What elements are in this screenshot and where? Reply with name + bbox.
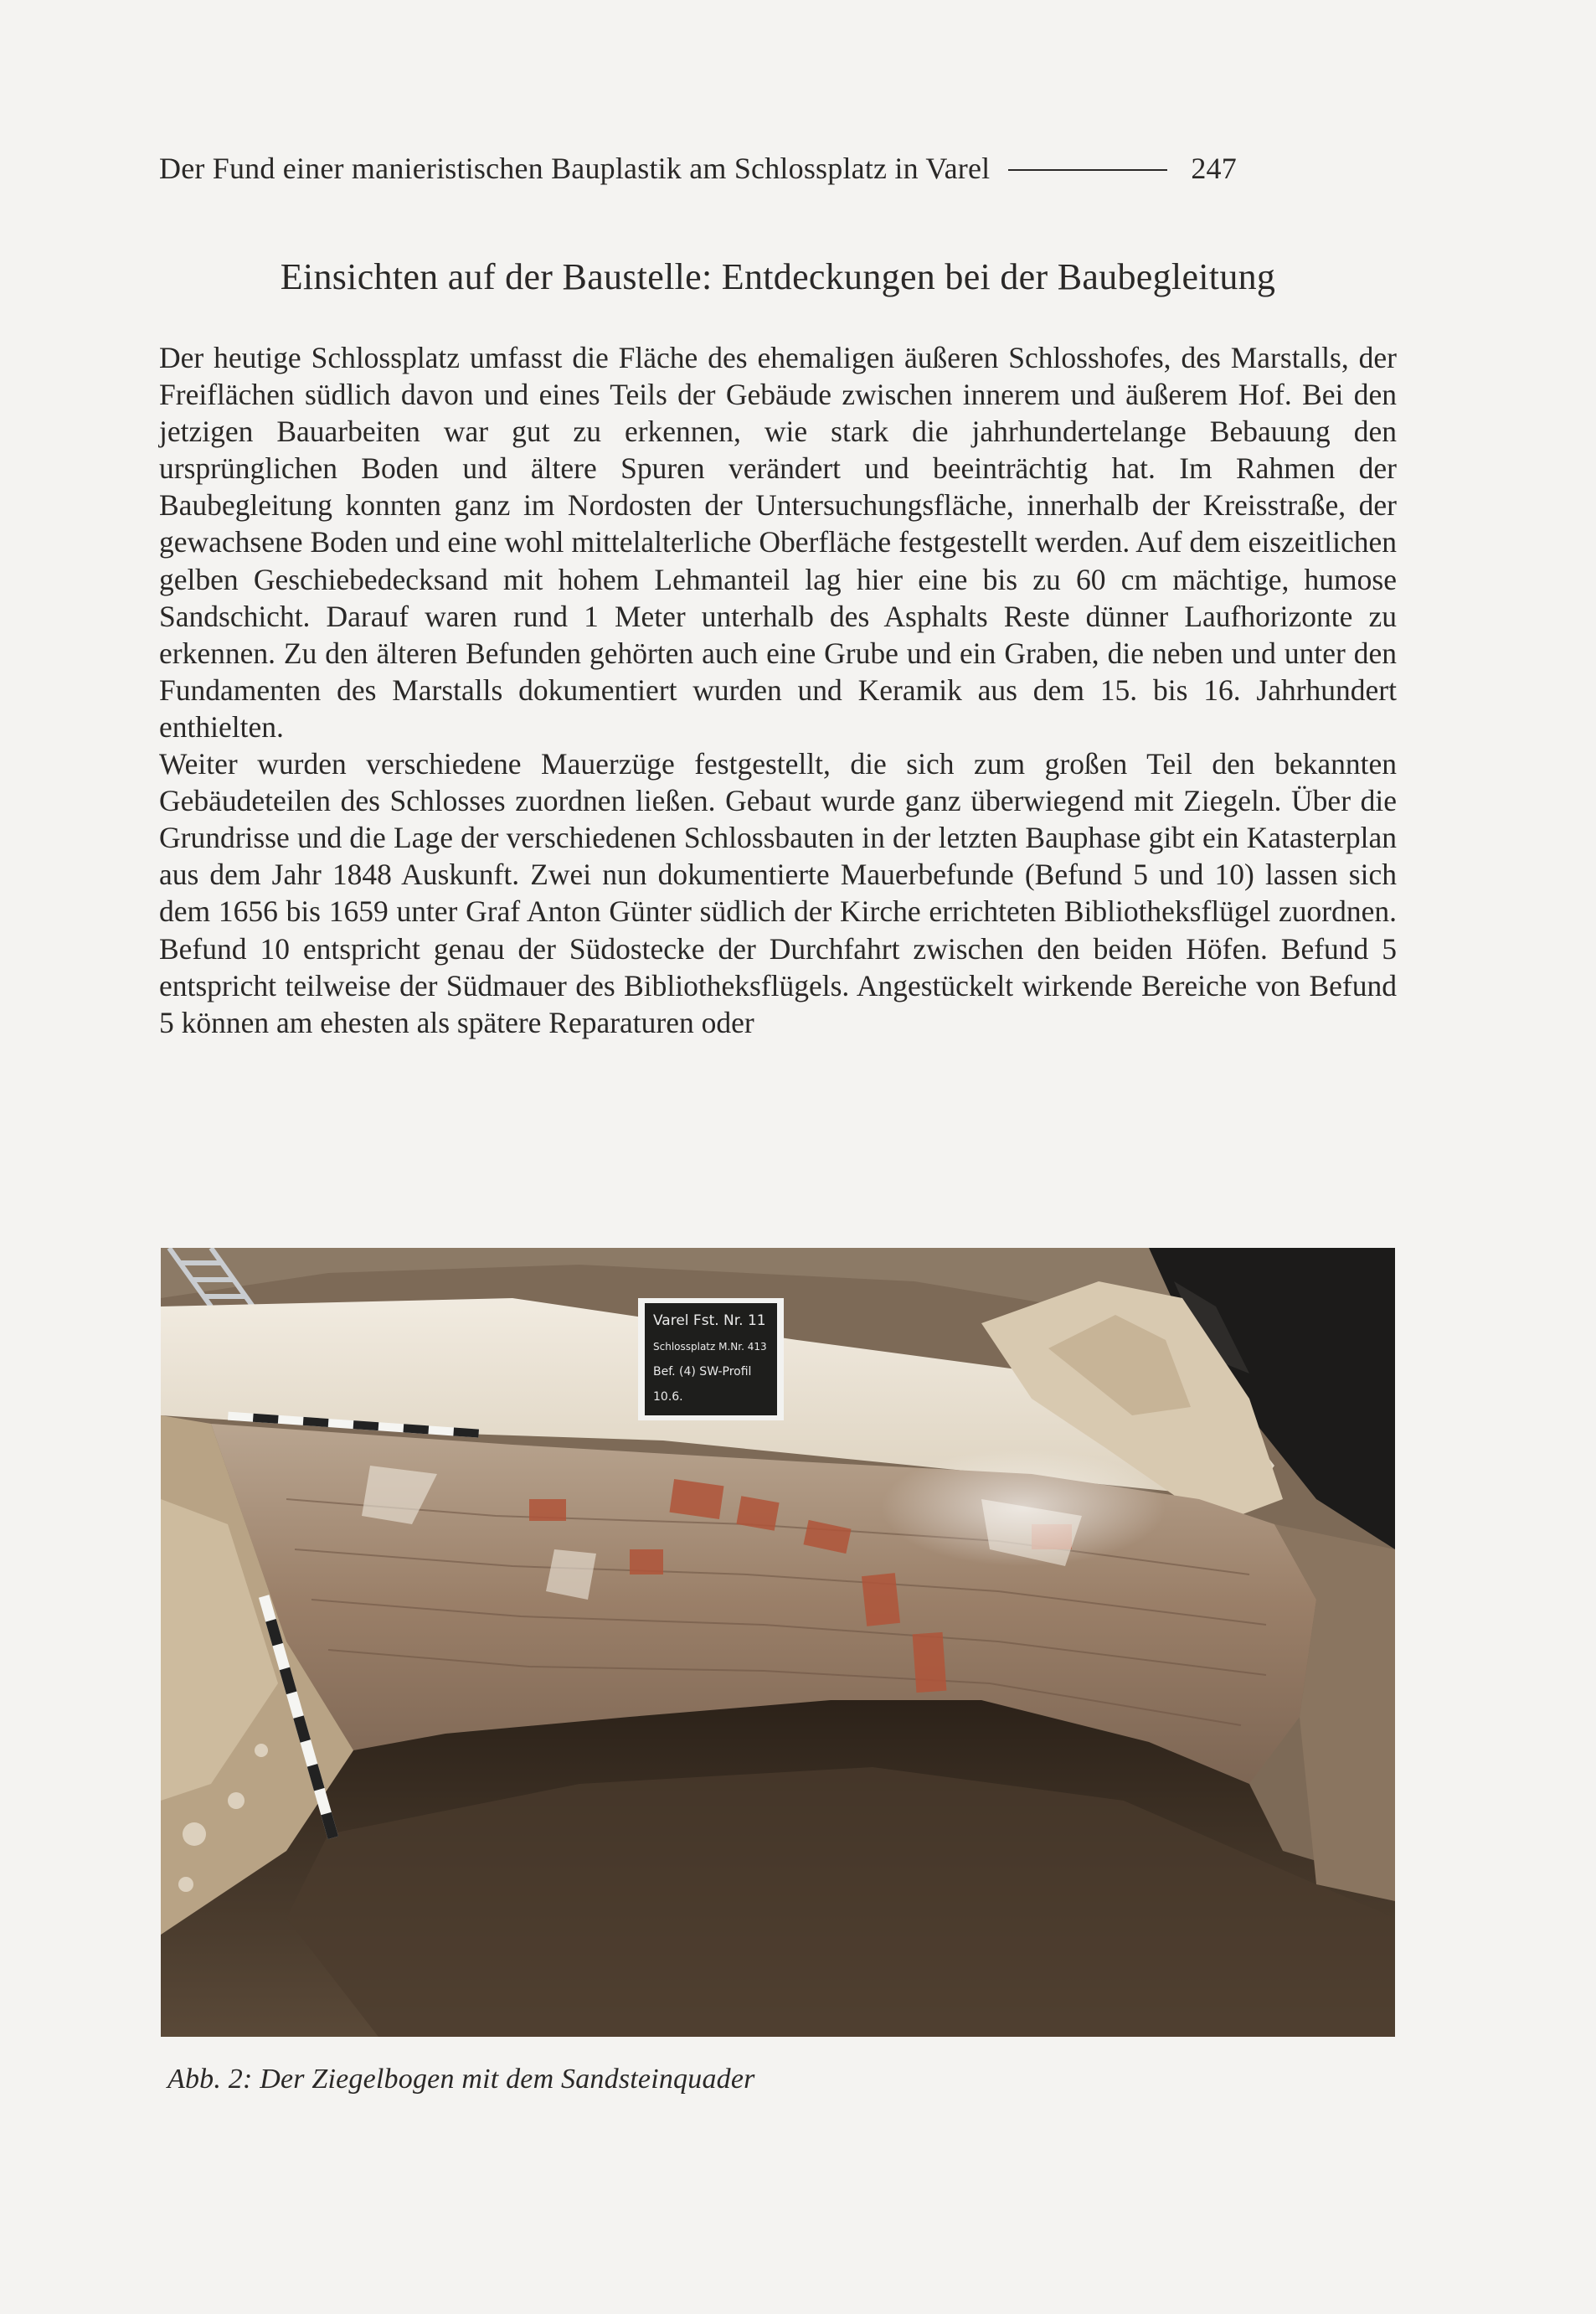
paragraph-2: Weiter wurden verschiedene Mauerzüge festgestellt, die sich zum großen Teil den bekannten Gebäudeteilen des Schlosses zuordnen ließen. Gebaut wurde ganz überwiegend mit Ziegeln. Über die Grundrisse und die Lage der verschiedenen Schlossbauten in der letzten Bauphase gibt ein Katasterplan aus dem Jahr 1848 Auskunft. Zwei nun dokumentierte Mauerbefunde (Befund 5 und 10) lassen sich dem 1656 bis 1659 unter Graf Anton Günter südlich der Kirche errichteten Bibliotheksflügel zuordnen. Befund 10 entspricht genau der Südostecke der Durchfahrt zwischen den beiden Höfen. Befund 5 entspricht teilweise der Südmauer des Bibliotheksflügels. Angestückelt wirkende Bereiche von Befund 5 können am ehesten als spätere Reparaturen oder <box>159 747 1397 1039</box>
running-title: Der Fund einer manieristischen Bauplastik am Schlossplatz in Varel <box>159 152 991 185</box>
board-line-4: 10.6. <box>653 1390 683 1404</box>
board-line-3: Bef. (4) SW-Profil <box>653 1365 752 1379</box>
section-heading: Einsichten auf der Baustelle: Entdeckungen bei der Baubegleitung <box>280 256 1276 297</box>
board-line-1: Varel Fst. Nr. 11 <box>653 1312 766 1329</box>
paragraph-1: Der heutige Schlossplatz umfasst die Fläche des ehemaligen äußeren Schlosshofes, des Marstalls, der Freiflächen südlich davon und eines Teils der Gebäude zwischen innerem und äußerem Hof. Bei den jetzigen Bauarbeiten war gut zu erkennen, wie stark die jahrhundertelange Bebauung den ursprünglichen Boden und ältere Spuren verändert und beeinträchtig hat. Im Rahmen der Baubegleitung konnten ganz im Nordosten der Untersuchungsfläche, innerhalb der Kreisstraße, der gewachsene Boden und eine wohl mittelalterliche Oberfläche festgestellt werden. Auf dem eiszeitlichen gelben Geschiebedecksand mit hohem Lehmanteil lag hier eine bis zu 60 cm mächtige, humose Sandschicht. Darauf waren rund 1 Meter unterhalb des Asphalts Reste dünner Laufhorizonte zu erkennen. Zu den älteren Befunden gehörten auch eine Grube und ein Graben, die neben und unter den Fundamenten des Marstalls dokumentiert wurden und Keramik aus dem 15. bis 16. Jahrhundert enthielten. <box>159 341 1397 744</box>
excavation-photo <box>161 1248 1395 2037</box>
body-text <box>159 339 1397 1041</box>
figure-caption: Abb. 2: Der Ziegelbogen mit dem Sandsteinquader <box>167 2064 755 2095</box>
board-line-2: Schlossplatz M.Nr. 413 <box>653 1341 767 1353</box>
page-number: 247 <box>1191 152 1237 185</box>
running-header <box>159 151 1397 186</box>
header-rule <box>1008 169 1167 171</box>
photo-board <box>638 1298 784 1420</box>
